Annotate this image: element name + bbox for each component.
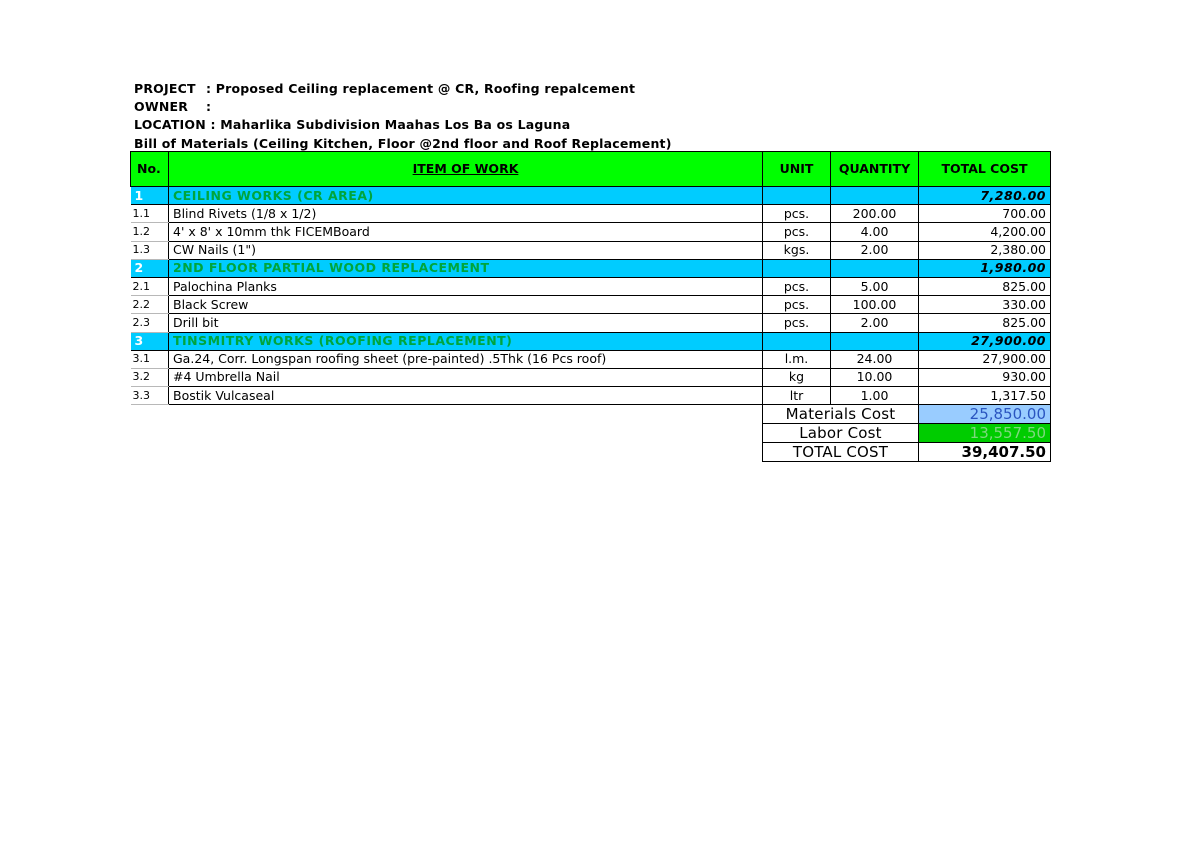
row-qty: 2.00 [831,314,919,332]
materials-cost-value: 25,850.00 [919,405,1051,424]
row-qty: 5.00 [831,277,919,295]
section-qty-cell [831,332,919,350]
materials-cost-label: Materials Cost [763,405,919,424]
summary-spacer [131,424,763,443]
bom-title: Bill of Materials (Ceiling Kitchen, Floor @2nd floor and Roof Replacement) [134,135,672,151]
table-row [131,205,1051,223]
total-cost-label: TOTAL COST [763,443,919,462]
row-unit: pcs. [763,223,831,241]
section-title: TINSMITRY WORKS (ROOFING REPLACEMENT) [169,332,763,350]
bill-of-materials-sheet [130,151,1051,462]
section-qty-cell [831,259,919,277]
row-item: Blind Rivets (1/8 x 1/2) [169,205,763,223]
row-qty: 100.00 [831,296,919,314]
section-no: 2 [131,259,169,277]
row-no: 3.1 [131,350,169,368]
row-unit: kgs. [763,241,831,259]
project-label: PROJECT [134,81,196,96]
total-cost-value: 39,407.50 [919,443,1051,462]
section-total: 27,900.00 [919,332,1051,350]
row-unit: ltr [763,387,831,405]
section-total: 1,980.00 [919,259,1051,277]
section-unit-cell [763,332,831,350]
section-no: 3 [131,332,169,350]
table-row [131,223,1051,241]
row-item: Black Screw [169,296,763,314]
location-value: : Maharlika Subdivision Maahas Los Ba os Laguna [210,117,571,133]
row-no: 2.1 [131,277,169,295]
row-no: 2.3 [131,314,169,332]
row-unit: l.m. [763,350,831,368]
section-no: 1 [131,187,169,205]
materials-cost-row [131,405,1051,424]
table-row [131,387,1051,405]
table-row [131,241,1051,259]
section-unit-cell [763,259,831,277]
row-total: 4,200.00 [919,223,1051,241]
owner-value: : [206,99,212,115]
column-header-total-cost: TOTAL COST [919,152,1051,187]
section-total: 7,280.00 [919,187,1051,205]
row-qty: 24.00 [831,350,919,368]
column-header-unit: UNIT [763,152,831,187]
column-header-item: ITEM OF WORK [169,152,763,187]
section-unit-cell [763,187,831,205]
location-label: LOCATION [134,117,206,133]
project-value: : Proposed Ceiling replacement @ CR, Roofing repalcement [206,81,636,96]
bill-of-materials-table [130,151,1051,462]
row-total: 27,900.00 [919,350,1051,368]
row-item: 4' x 8' x 10mm thk FICEMBoard [169,223,763,241]
row-qty: 2.00 [831,241,919,259]
section-row [131,332,1051,350]
row-total: 2,380.00 [919,241,1051,259]
row-total: 1,317.50 [919,387,1051,405]
row-no: 1.2 [131,223,169,241]
labor-cost-value: 13,557.50 [919,424,1051,443]
row-item: CW Nails (1") [169,241,763,259]
row-total: 700.00 [919,205,1051,223]
row-no: 3.2 [131,368,169,386]
summary-spacer [131,405,763,424]
row-no: 1.1 [131,205,169,223]
table-row [131,368,1051,386]
section-qty-cell [831,187,919,205]
row-unit: pcs. [763,277,831,295]
row-total: 330.00 [919,296,1051,314]
labor-cost-label: Labor Cost [763,424,919,443]
row-item: Palochina Planks [169,277,763,295]
table-row [131,296,1051,314]
row-item: Drill bit [169,314,763,332]
row-no: 2.2 [131,296,169,314]
table-header-row [131,152,1051,187]
row-qty: 4.00 [831,223,919,241]
table-row [131,277,1051,295]
owner-label: OWNER [134,99,189,115]
row-no: 1.3 [131,241,169,259]
summary-spacer [131,443,763,462]
row-unit: pcs. [763,314,831,332]
row-item: Ga.24, Corr. Longspan roofing sheet (pre-painted) .5Thk (16 Pcs roof) [169,350,763,368]
row-total: 825.00 [919,314,1051,332]
row-unit: pcs. [763,205,831,223]
row-item: #4 Umbrella Nail [169,368,763,386]
row-total: 825.00 [919,277,1051,295]
column-header-no: No. [131,152,169,187]
total-cost-row [131,443,1051,462]
row-qty: 200.00 [831,205,919,223]
row-unit: kg [763,368,831,386]
project-line [134,80,672,98]
labor-cost-row [131,424,1051,443]
section-row [131,187,1051,205]
column-header-quantity: QUANTITY [831,152,919,187]
table-row [131,314,1051,332]
section-title: 2ND FLOOR PARTIAL WOOD REPLACEMENT [169,259,763,277]
section-row [131,259,1051,277]
row-qty: 10.00 [831,368,919,386]
owner-line [134,98,672,116]
row-qty: 1.00 [831,387,919,405]
row-unit: pcs. [763,296,831,314]
document-header [134,80,672,153]
section-title: CEILING WORKS (CR AREA) [169,187,763,205]
table-row [131,350,1051,368]
row-total: 930.00 [919,368,1051,386]
row-item: Bostik Vulcaseal [169,387,763,405]
row-no: 3.3 [131,387,169,405]
location-line [134,116,672,134]
